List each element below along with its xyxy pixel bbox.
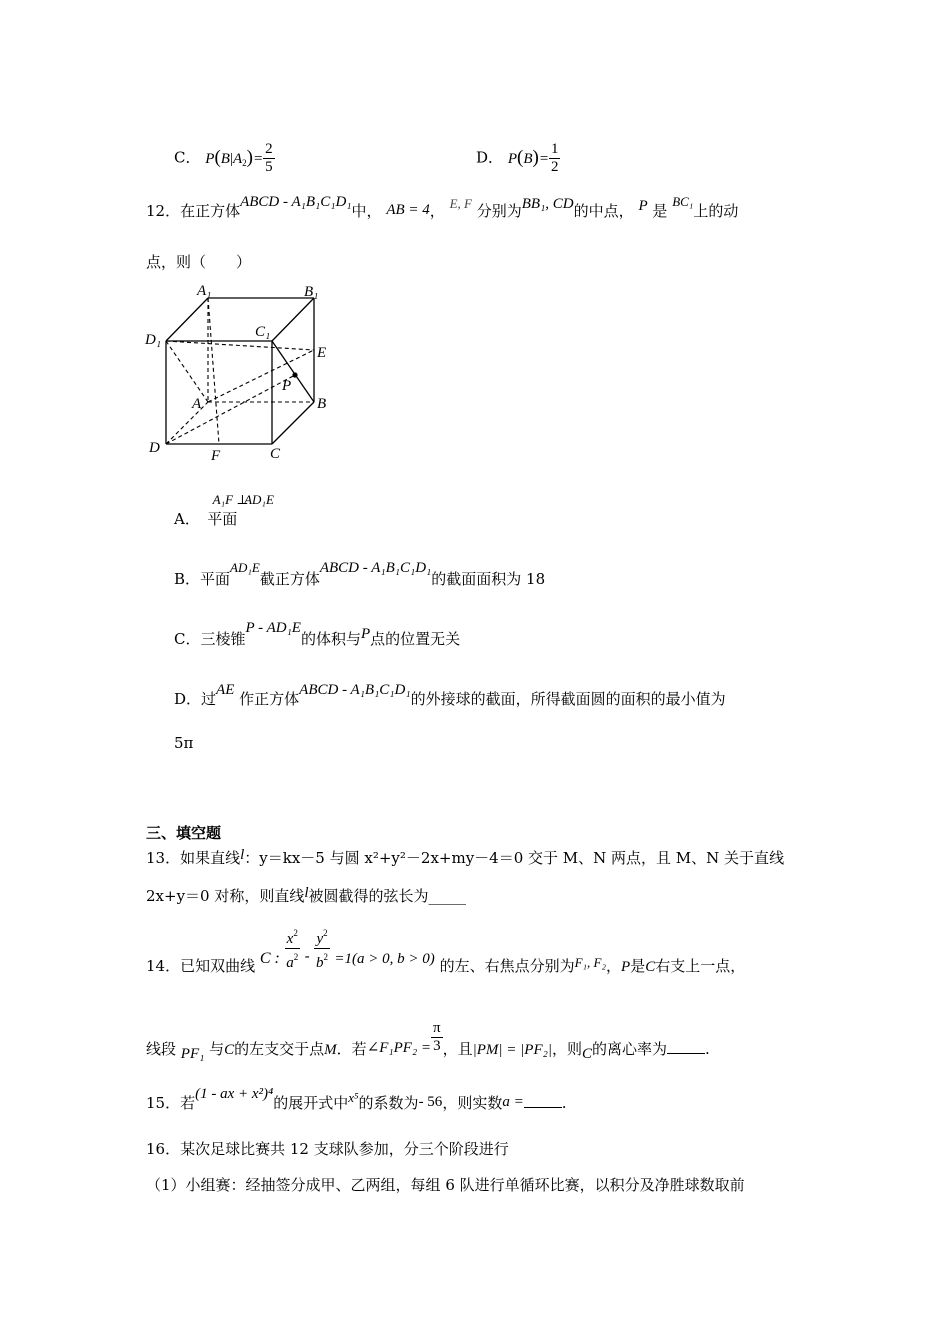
edge-cb — [272, 402, 314, 444]
q12-option-d-value: 5π — [174, 734, 194, 752]
q14-answer-blank[interactable] — [667, 1039, 705, 1054]
label-e: E — [317, 345, 327, 361]
q14-line2: 线段 PF₁ 与C的左支交于点M．若∠F₁PF₂ = $\frac{\pi}{3}$ ，且|PM| = |PF₂|，则C的离心率为 . — [146, 1020, 710, 1062]
q16-line1: 16．某次足球比赛共 12 支球队参加，分三个阶段进行 — [146, 1140, 509, 1158]
label-p: P — [282, 378, 292, 394]
q12-stem-line1: 12．在正方体ABCD - A₁B₁C₁D₁中， AB = 4， E, F 分别为BB₁, CD的中点， P 是 BC₁上的动 — [146, 194, 739, 220]
segment-dp — [166, 375, 295, 444]
q11-option-d-label: D． — [476, 148, 504, 167]
q11-option-d — [476, 141, 560, 176]
section-title: 三、填空题 — [146, 824, 222, 842]
q15-line: 15．若(1 - ax + x²)⁴的展开式中x⁵的系数为- 56，则实数a = . — [146, 1086, 567, 1112]
q15-answer-blank[interactable] — [524, 1093, 562, 1108]
q11-option-c-frac: $\frac{2}{5}$ — [265, 141, 273, 175]
segment-d1a — [166, 341, 208, 402]
edge-d1a1 — [166, 298, 208, 341]
label-c: C — [270, 446, 281, 462]
segment-ae — [208, 350, 314, 402]
q14-line1: 14．已知双曲线 C : $\frac{x^2}{a^2}$ - $\frac{y^2}{b^2}$ =1(a > 0, b > 0) 的左、右焦点分别为F₁, F₂，P是C右支上一点， — [146, 925, 745, 972]
q11-option-d-frac: $\frac{1}{2}$ — [550, 141, 559, 175]
label-c1: C₁ — [255, 324, 271, 340]
label-f: F — [211, 448, 221, 464]
q12-stem-line2: 点，则（ ） — [146, 253, 252, 271]
edge-da — [166, 402, 208, 444]
q12-option-c: C．三棱锥P - AD₁E的体积与P点的位置无关 — [174, 620, 461, 648]
label-b: B — [317, 396, 327, 412]
point-p — [292, 372, 297, 377]
q11-option-c — [174, 141, 275, 176]
segment-d1e — [166, 341, 314, 350]
q12-option-d: D．过AE 作正方体ABCD - A₁B₁C₁D₁的外接球的截面，所得截面圆的面积的最小值为 — [174, 682, 726, 708]
q16-line2: （1）小组赛：经抽签分成甲、乙两组，每组 6 队进行单循环比赛，以积分及净胜球数取前 — [146, 1176, 745, 1194]
cube-figure — [140, 278, 340, 468]
label-a1: A₁ — [197, 283, 212, 299]
edge-c1b1 — [272, 298, 314, 341]
q11-option-c-label: C． — [174, 148, 201, 167]
label-b1: B₁ — [304, 284, 319, 300]
label-d1: D₁ — [145, 332, 162, 348]
segment-a1f — [208, 298, 219, 444]
q12-option-a: A． A₁F ⊥ 平面 AD₁E — [174, 492, 274, 528]
q11-option-c-formula: $P(B|A_2)=$ — [205, 146, 264, 168]
q11-option-d-formula: P(B)= — [507, 146, 549, 168]
q12-cube-formula: ABCD - A₁B₁C₁D₁ — [240, 194, 352, 210]
q13-line1: 13．如果直线l：y＝kx－5 与圆 x²+y²－2x+my－4＝0 交于 M、N 两点，且 M、N 关于直线 — [146, 847, 785, 867]
label-a: A — [192, 396, 202, 412]
q13-line2: 2x+y＝0 对称，则直线l被圆截得的弦长为_____ — [146, 885, 467, 905]
q12-option-b: B．平面AD₁E截正方体ABCD - A₁B₁C₁D₁的截面面积为 18 — [174, 560, 546, 588]
label-d: D — [149, 440, 160, 456]
